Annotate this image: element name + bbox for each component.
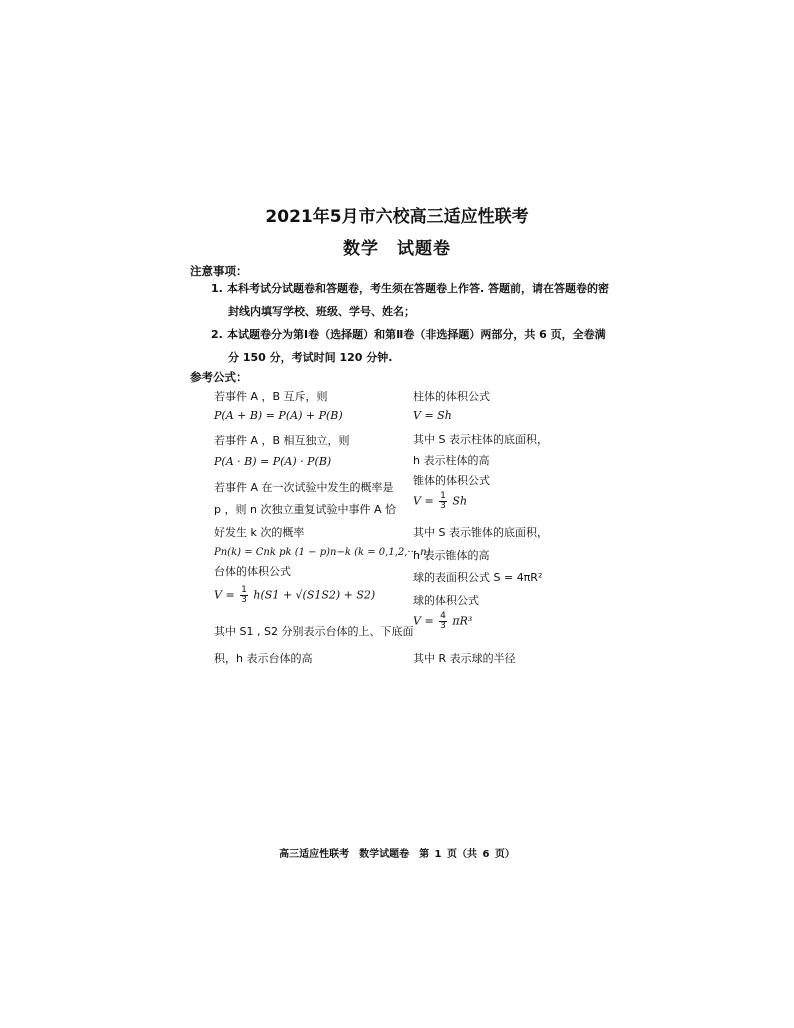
notice-item-line: 分 150 分，考试时间 120 分钟.	[228, 351, 393, 364]
sphere-vol-formula	[413, 612, 472, 631]
frustum-formula-tail: h(S1 + √(S1S2) + S2)	[253, 588, 376, 602]
fraction-numerator: 4	[440, 611, 446, 621]
fraction-denominator: 3	[440, 501, 446, 511]
prism-desc-2: h 表示柱体的高	[413, 454, 490, 467]
notice-item-line: 本科考试分试题卷和答题卷，考生须在答题卷上作答. 答题前，请在答题卷的密	[227, 282, 610, 295]
notice-item-line: 本试题卷分为第Ⅰ卷（选择题）和第Ⅱ卷（非选择题）两部分，共 6 页，全卷满	[227, 328, 606, 341]
frustum-desc-2: 积，h 表示台体的高	[214, 652, 313, 665]
exam-title: 2021年5月市六校高三适应性联考	[265, 207, 529, 227]
notice-item-number: 2.	[211, 328, 223, 341]
binom-text-2: p ，则 n 次独立重复试验中事件 A 恰	[214, 503, 396, 516]
sphere-area: 球的表面积公式 S = 4πR²	[413, 571, 543, 584]
fraction-numerator: 1	[241, 585, 247, 595]
mutex-text: 若事件 A ，B 互斥，则	[214, 390, 328, 403]
frustum-formula	[214, 586, 375, 605]
exam-subtitle: 数学 试题卷	[343, 239, 451, 259]
prism-formula: V = Sh	[413, 409, 452, 422]
formulas-heading: 参考公式：	[190, 370, 248, 384]
cone-desc-1: 其中 S 表示锥体的底面积，	[413, 526, 548, 539]
frustum-desc-1: 其中 S1 , S2 分别表示台体的上、下底面	[214, 625, 414, 638]
notice-item-2	[211, 323, 631, 369]
frustum-text: 台体的体积公式	[214, 565, 291, 578]
cone-text: 锥体的体积公式	[413, 474, 490, 487]
notice-item-1	[211, 277, 631, 323]
notice-item-number: 1.	[211, 282, 223, 295]
binom-text-1: 若事件 A 在一次试验中发生的概率是	[214, 481, 394, 494]
prism-desc-1: 其中 S 表示柱体的底面积，	[413, 433, 548, 446]
indep-text: 若事件 A ，B 相互独立，则	[214, 434, 350, 447]
fraction-one-third	[240, 586, 248, 605]
sphere-desc: 其中 R 表示球的半径	[413, 652, 516, 665]
binom-text-3: 好发生 k 次的概率	[214, 526, 305, 539]
frustum-v-eq: V =	[214, 588, 235, 602]
prism-text: 柱体的体积公式	[413, 390, 490, 403]
cone-formula-tail: Sh	[452, 494, 468, 508]
binom-formula: Pn(k) = Cnk pk (1 − p)n−k (k = 0,1,2,···,n)	[214, 547, 431, 558]
cone-formula	[413, 492, 467, 511]
fraction-four-thirds	[439, 612, 447, 631]
fraction-denominator: 3	[241, 595, 247, 605]
indep-formula: P(A · B) = P(A) · P(B)	[214, 455, 332, 468]
sphere-vol-text: 球的体积公式	[413, 594, 479, 607]
fraction-denominator: 3	[440, 621, 446, 631]
fraction-numerator: 1	[440, 491, 446, 501]
fraction-one-third	[439, 492, 447, 511]
notice-item-line: 封线内填写学校、班级、学号、姓名；	[228, 305, 415, 318]
cone-desc-2: h 表示锥体的高	[413, 549, 490, 562]
page-footer: 高三适应性联考 数学试题卷 第 1 页（共 6 页）	[279, 849, 515, 860]
cone-v-eq: V =	[413, 494, 434, 508]
sphere-vol-tail: πR³	[452, 614, 473, 628]
notice-heading: 注意事项：	[190, 264, 248, 278]
mutex-formula: P(A + B) = P(A) + P(B)	[214, 409, 343, 422]
sphere-v-eq: V =	[413, 614, 434, 628]
